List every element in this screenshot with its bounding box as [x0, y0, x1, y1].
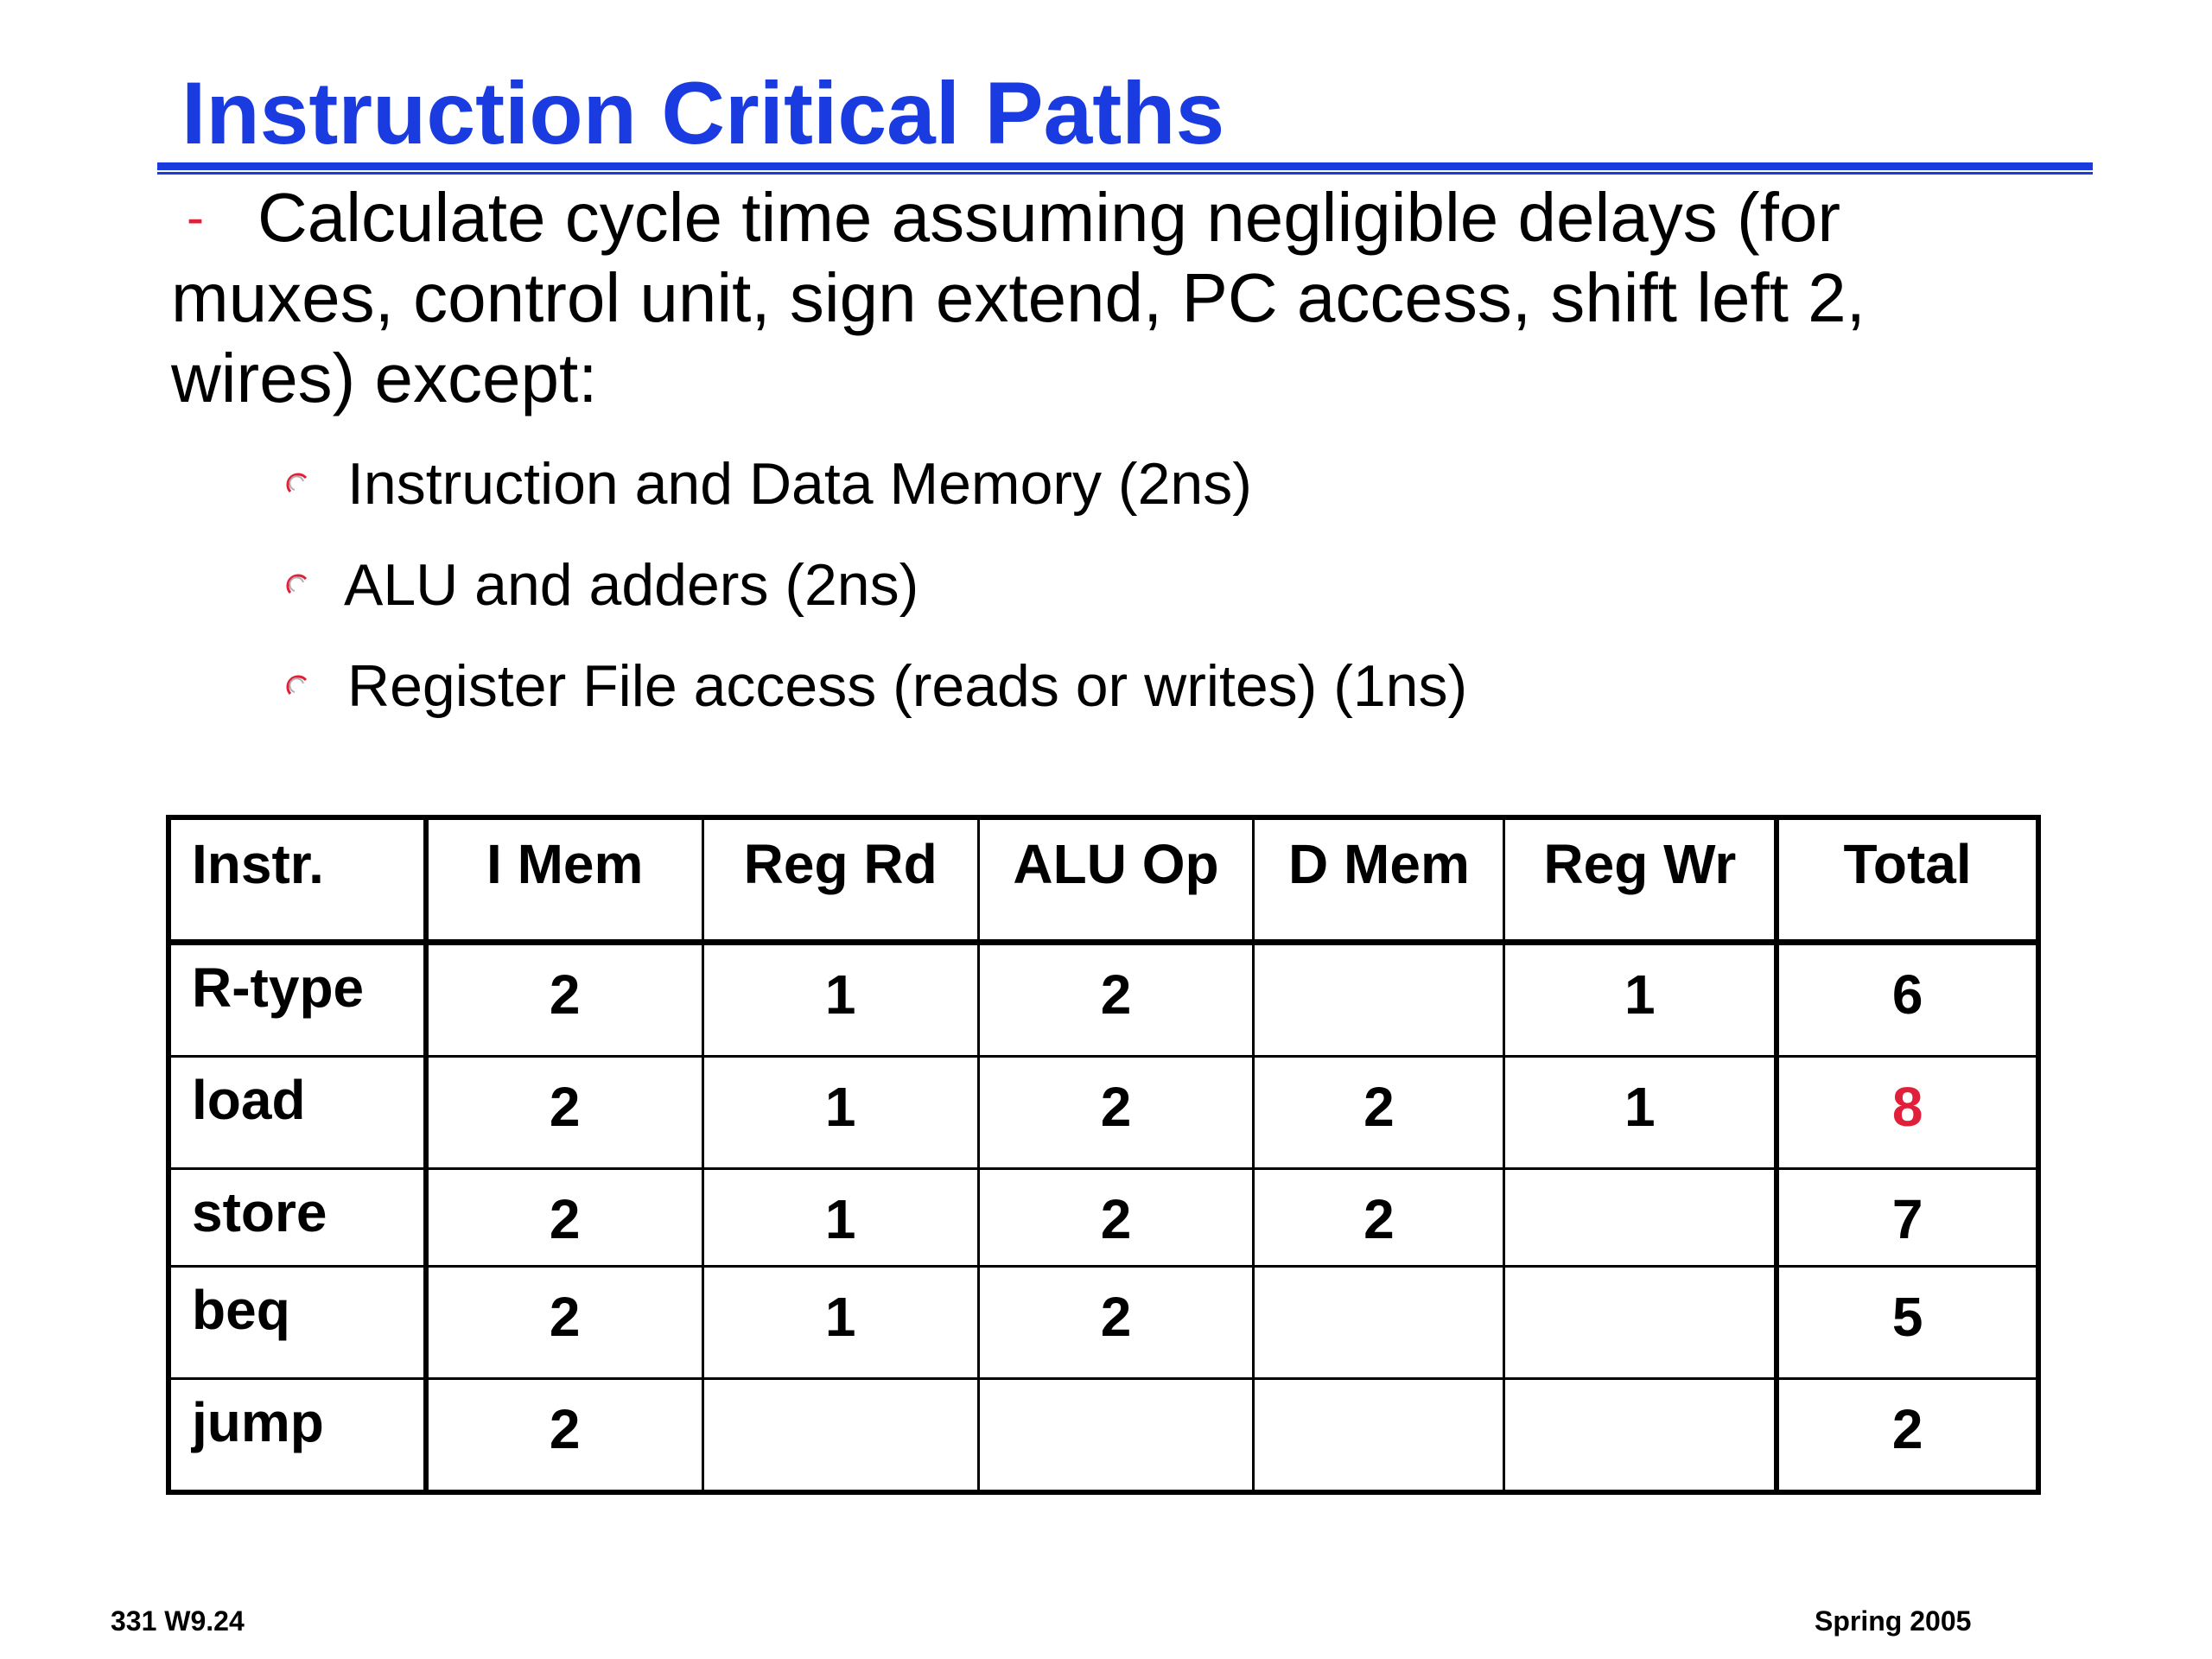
cell-dmem: 2 — [1254, 1057, 1504, 1169]
cell-imem: 2 — [426, 1169, 703, 1267]
header-dmem: D Mem — [1254, 817, 1504, 943]
cell-total: 6 — [1777, 943, 2038, 1057]
cell-instr: R-type — [168, 943, 426, 1057]
header-instr: Instr. — [168, 817, 426, 943]
main-bullet-text: Calculate cycle time assuming negligible delays (for muxes, control unit, sign extend, PC access, shift left 2, wires) except: — [171, 179, 1866, 416]
cell-regrd: 1 — [702, 1057, 978, 1169]
footer-course-id: 331 W9.24 — [111, 1605, 245, 1637]
cell-regrd — [702, 1379, 978, 1493]
cell-instr: store — [168, 1169, 426, 1267]
cell-total: 2 — [1777, 1379, 2038, 1493]
sub-bullet-text: Instruction and Data Memory (2ns) — [347, 451, 1252, 517]
cell-aluop: 2 — [978, 1057, 1254, 1169]
cell-regwr — [1504, 1169, 1777, 1267]
title-underline-thin — [157, 172, 2093, 175]
cell-regrd: 1 — [702, 1267, 978, 1379]
main-bullet — [171, 177, 2003, 418]
dash-bullet-icon: - — [187, 188, 204, 246]
footer-term: Spring 2005 — [1815, 1605, 1972, 1637]
circle-bullet-icon — [285, 471, 311, 497]
cell-imem: 2 — [426, 1267, 703, 1379]
cell-regrd: 1 — [702, 1169, 978, 1267]
cell-aluop: 2 — [978, 1169, 1254, 1267]
cell-regwr — [1504, 1379, 1777, 1493]
critical-path-table — [166, 815, 2041, 1495]
cell-regrd: 1 — [702, 943, 978, 1057]
cell-dmem — [1254, 1267, 1504, 1379]
header-regrd: Reg Rd — [702, 817, 978, 943]
header-aluop: ALU Op — [978, 817, 1254, 943]
table-row — [168, 1057, 2038, 1169]
header-regwr: Reg Wr — [1504, 817, 1777, 943]
cell-imem: 2 — [426, 1057, 703, 1169]
cell-dmem — [1254, 943, 1504, 1057]
cell-regwr — [1504, 1267, 1777, 1379]
table-row — [168, 1379, 2038, 1493]
cell-aluop — [978, 1379, 1254, 1493]
cell-total-critical: 8 — [1777, 1057, 2038, 1169]
cell-imem: 2 — [426, 943, 703, 1057]
slide-title: Instruction Critical Paths — [181, 64, 1225, 162]
cell-imem: 2 — [426, 1379, 703, 1493]
cell-instr: load — [168, 1057, 426, 1169]
cell-regwr: 1 — [1504, 1057, 1777, 1169]
table-header-row — [168, 817, 2038, 943]
cell-total: 5 — [1777, 1267, 2038, 1379]
table-row — [168, 1267, 2038, 1379]
circle-bullet-icon — [285, 572, 311, 598]
cell-dmem — [1254, 1379, 1504, 1493]
sub-bullet-text: Register File access (reads or writes) (1ns) — [347, 653, 1468, 719]
circle-bullet-icon — [285, 673, 311, 699]
cell-regwr: 1 — [1504, 943, 1777, 1057]
cell-instr: beq — [168, 1267, 426, 1379]
sub-bullet-text: ALU and adders (2ns) — [344, 552, 919, 618]
cell-aluop: 2 — [978, 943, 1254, 1057]
cell-aluop: 2 — [978, 1267, 1254, 1379]
header-total: Total — [1777, 817, 2038, 943]
header-imem: I Mem — [426, 817, 703, 943]
cell-total: 7 — [1777, 1169, 2038, 1267]
cell-dmem: 2 — [1254, 1169, 1504, 1267]
cell-instr: jump — [168, 1379, 426, 1493]
table-row — [168, 1169, 2038, 1267]
table-row — [168, 943, 2038, 1057]
title-underline — [157, 162, 2093, 170]
